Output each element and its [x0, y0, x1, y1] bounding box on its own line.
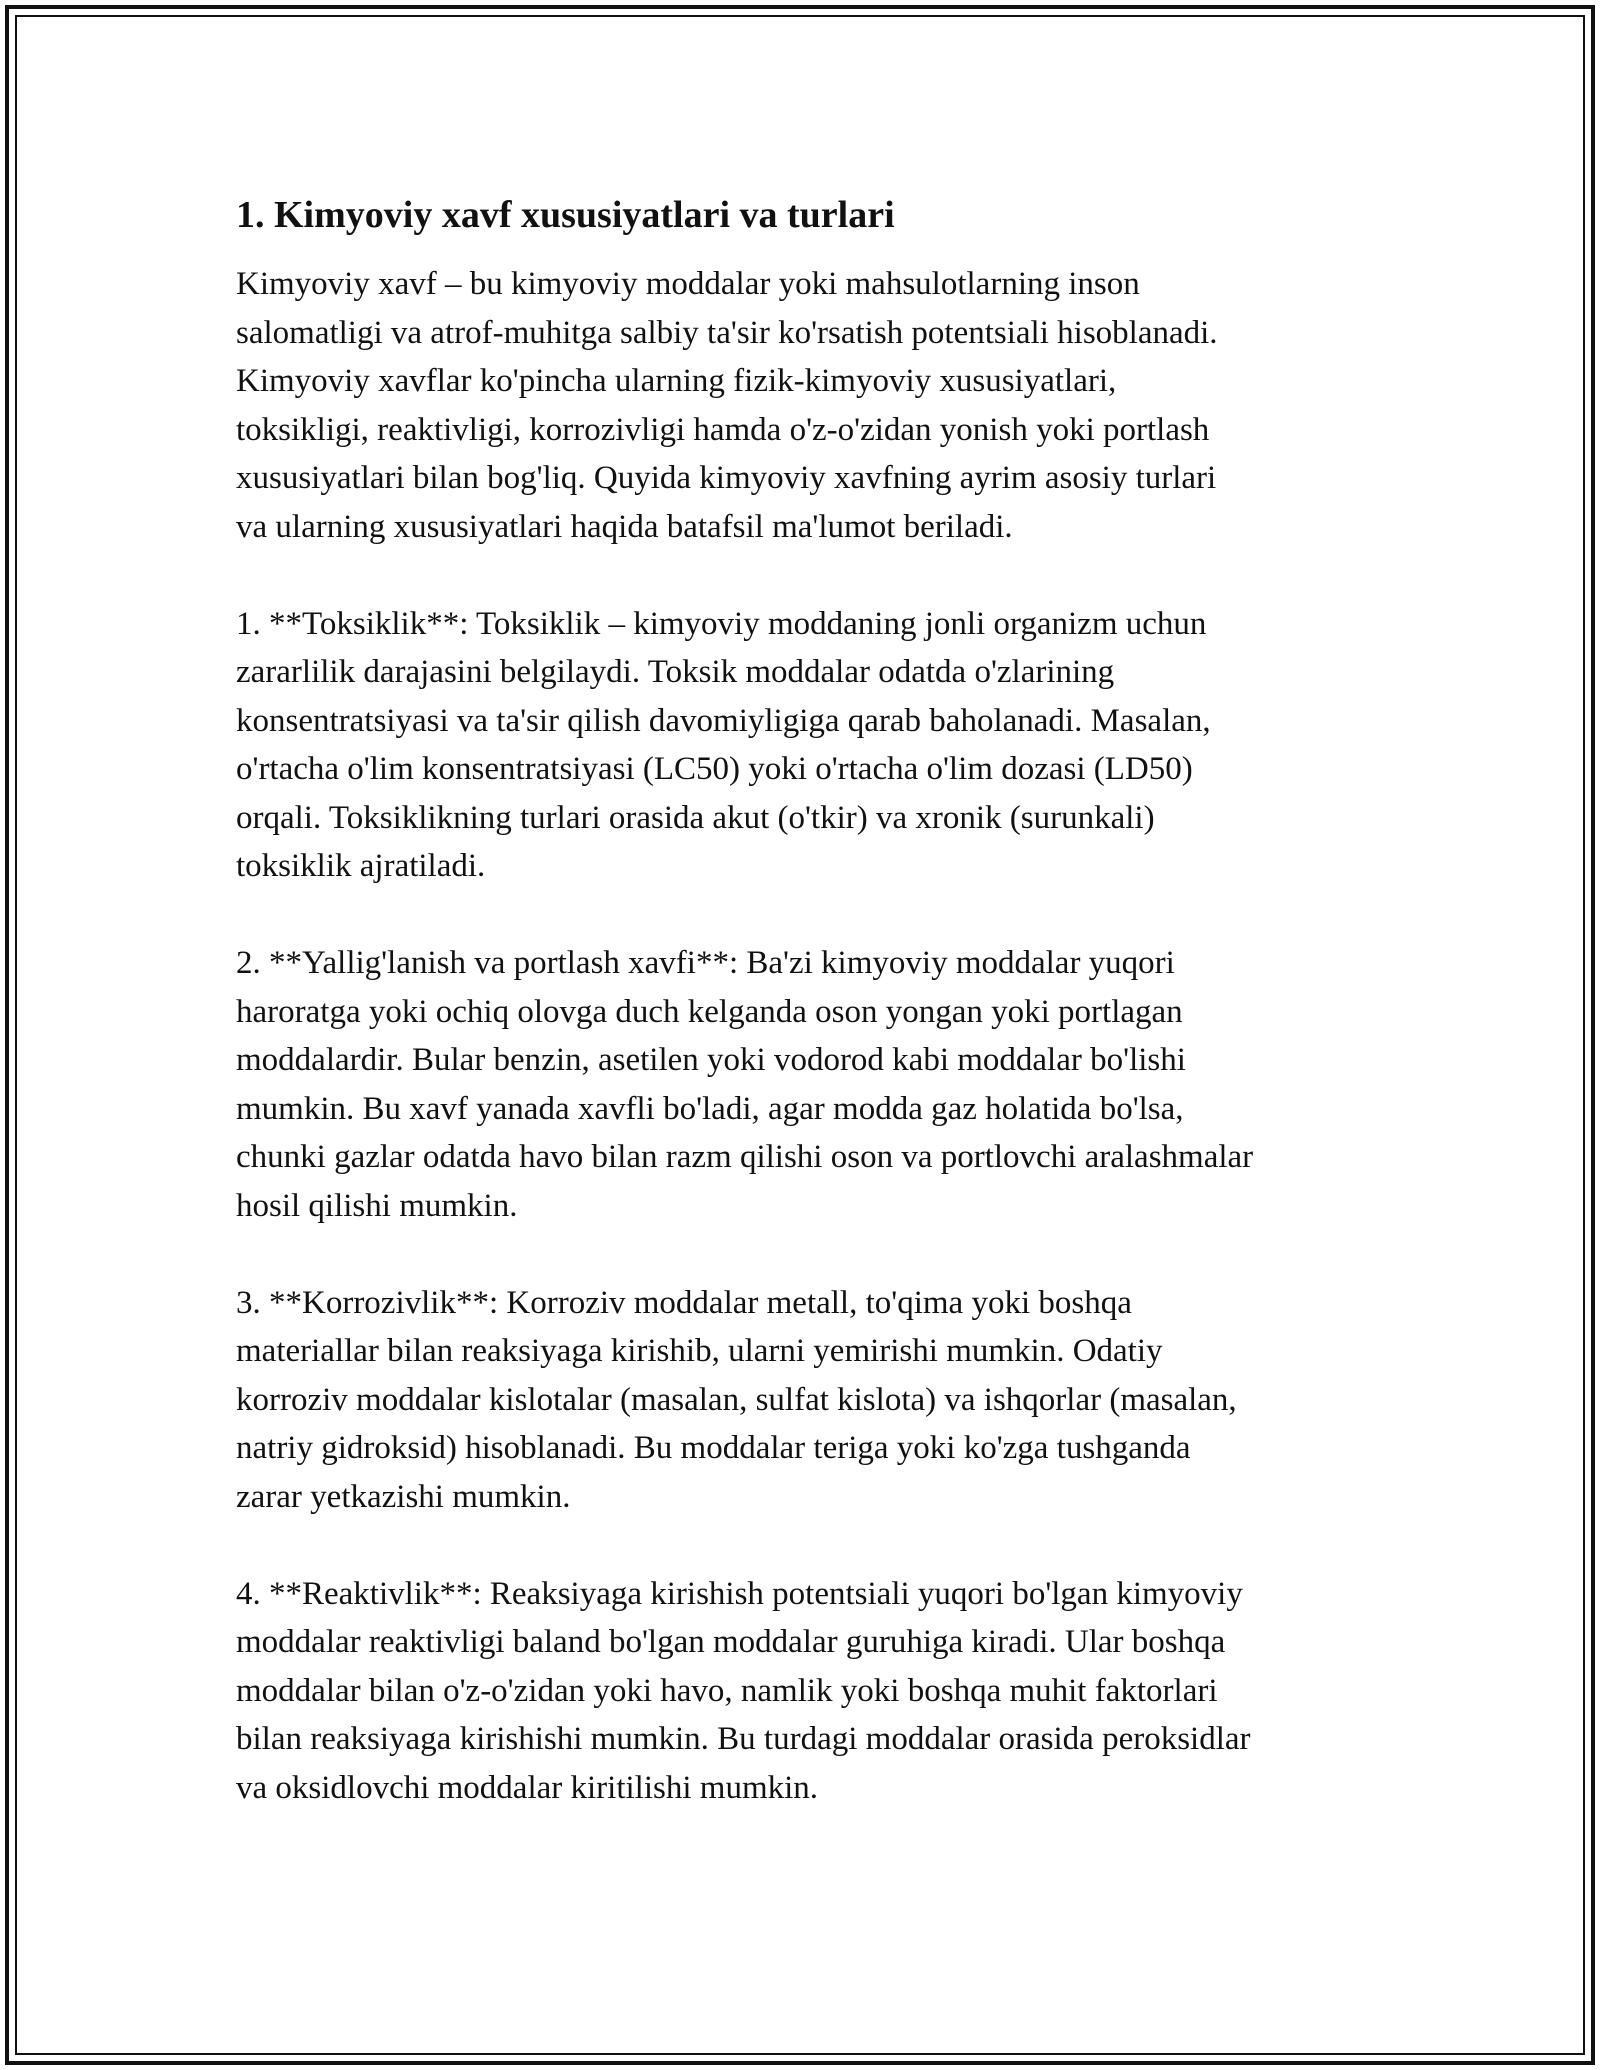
paragraph-line: toksiklik ajratiladi. [236, 848, 486, 884]
document-title: 1. Kimyoviy xavf xususiyatlari va turlari [236, 194, 895, 236]
paragraph-line: orqali. Toksiklikning turlari orasida akut (o'tkir) va xronik (surunkali) [236, 799, 1155, 836]
paragraph-line: 1. **Toksiklik**: Toksiklik – kimyoviy moddaning jonli organizm uchun [236, 605, 1207, 642]
paragraph-line: korroziv moddalar kislotalar (masalan, sulfat kislota) va ishqorlar (masalan, [236, 1381, 1237, 1418]
paragraph-line: materiallar bilan reaksiyaga kirishib, ularni yemirishi mumkin. Odatiy [236, 1333, 1163, 1369]
paragraph-line: bilan reaksiyaga kirishishi mumkin. Bu turdagi moddalar orasida peroksidlar [236, 1721, 1251, 1757]
document-body [236, 186, 1386, 1812]
paragraph-line: 2. **Yallig'lanish va portlash xavfi**: Ba'zi kimyoviy moddalar yuqori [236, 945, 1175, 981]
paragraph-line: moddalar bilan o'z-o'zidan yoki havo, namlik yoki boshqa muhit faktorlari [236, 1672, 1218, 1709]
reactivity-paragraph [236, 1570, 1386, 1813]
flammability-paragraph [236, 939, 1386, 1230]
paragraph-line: 4. **Reaktivlik**: Reaksiyaga kirishish potentsiali yuqori bo'lgan kimyoviy [236, 1575, 1243, 1612]
paragraph-line: hosil qilishi mumkin. [236, 1187, 518, 1224]
paragraph-line: Kimyoviy xavf – bu kimyoviy moddalar yoki mahsulotlarning inson [236, 266, 1140, 302]
paragraph-line: natriy gidroksid) hisoblanadi. Bu moddalar teriga yoki ko'zga tushganda [236, 1430, 1191, 1466]
paragraph-line: zarar yetkazishi mumkin. [236, 1478, 571, 1515]
paragraph-line: va ularning xususiyatlari haqida batafsil ma'lumot beriladi. [236, 508, 1013, 545]
paragraph-line: chunki gazlar odatda havo bilan razm qilishi oson va portlovchi aralashmalar [236, 1139, 1254, 1175]
paragraph-line: salomatligi va atrof-muhitga salbiy ta'sir ko'rsatish potentsiali hisoblanadi. [236, 314, 1218, 351]
paragraph-line: Kimyoviy xavflar ko'pincha ularning fizik-kimyoviy xususiyatlari, [236, 363, 1117, 399]
intro-paragraph [236, 260, 1386, 551]
paragraph-line: haroratga yoki ochiq olovga duch kelganda oson yongan yoki portlagan [236, 993, 1183, 1030]
paragraph-line: konsentratsiyasi va ta'sir qilish davomiyligiga qarab baholanadi. Masalan, [236, 702, 1211, 739]
paragraph-line: va oksidlovchi moddalar kiritilishi mumkin. [236, 1769, 819, 1806]
corrosivity-paragraph [236, 1279, 1386, 1522]
paragraph-line: 3. **Korrozivlik**: Korroziv moddalar metall, to'qima yoki boshqa [236, 1284, 1132, 1321]
paragraph-line: moddalardir. Bular benzin, asetilen yoki vodorod kabi moddalar bo'lishi [236, 1042, 1186, 1078]
paragraph-line: xususiyatlari bilan bog'liq. Quyida kimyoviy xavfning ayrim asosiy turlari [236, 460, 1217, 496]
paragraph-line: moddalar reaktivligi baland bo'lgan moddalar guruhiga kiradi. Ular boshqa [236, 1624, 1226, 1660]
toxicity-paragraph [236, 600, 1386, 891]
paragraph-line: zararlilik darajasini belgilaydi. Toksik moddalar odatda o'zlarining [236, 654, 1115, 690]
paragraph-line: toksikligi, reaktivligi, korrozivligi hamda o'z-o'zidan yonish yoki portlash [236, 411, 1210, 448]
paragraph-line: o'rtacha o'lim konsentratsiyasi (LC50) yoki o'rtacha o'lim dozasi (LD50) [236, 751, 1193, 787]
paragraph-line: mumkin. Bu xavf yanada xavfli bo'ladi, agar modda gaz holatida bo'lsa, [236, 1090, 1184, 1127]
